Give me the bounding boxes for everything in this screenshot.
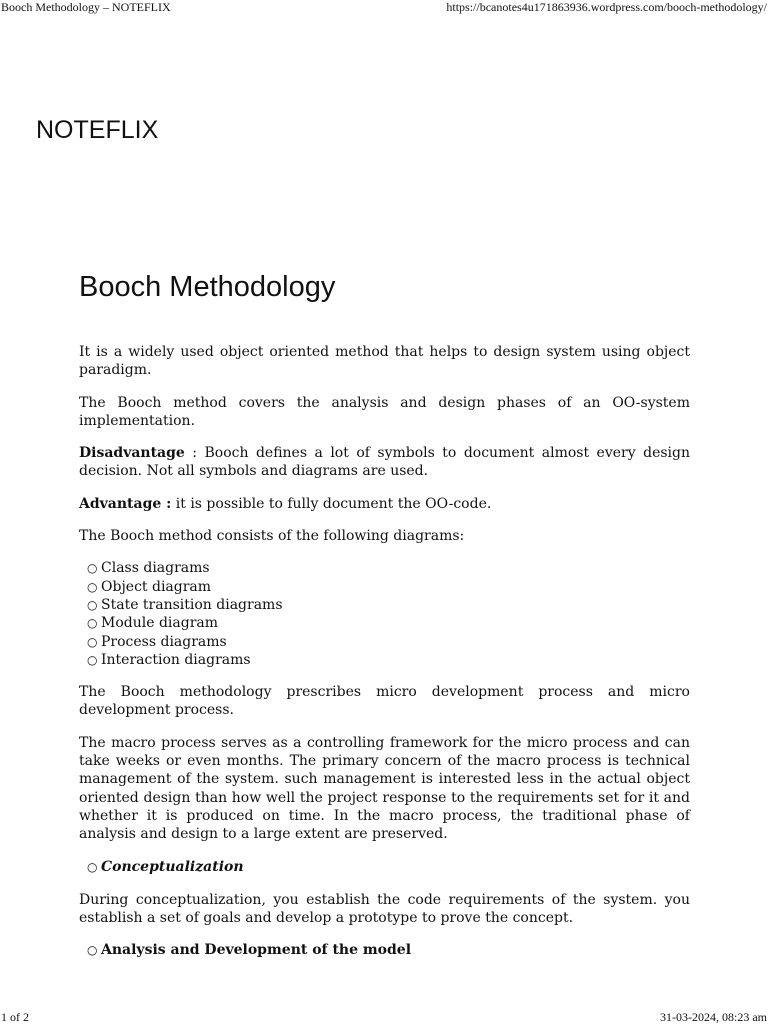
print-url: https://bcanotes4u171863936.wordpress.com/booch-methodology/: [446, 0, 767, 14]
phase-list-analysis: [79, 941, 690, 959]
disadvantage-text: : Booch defines a lot of symbols to document almost every design decision. Not all symbols and diagrams are used.: [79, 445, 690, 480]
bullet-icon: ○: [87, 634, 98, 649]
paragraph-process: The Booch methodology prescribes micro development process and micro development process.: [79, 684, 690, 719]
list-item: [87, 651, 690, 669]
print-footer: [0, 1010, 768, 1024]
print-page-title: Booch Methodology – NOTEFLIX: [1, 0, 171, 14]
paragraph-disadvantage: [79, 444, 690, 481]
bullet-icon: ○: [87, 652, 98, 667]
phase-list-conceptualization: [79, 858, 690, 876]
list-item: [87, 559, 690, 577]
list-item-text: State transition diagrams: [101, 596, 283, 613]
advantage-label: Advantage :: [79, 495, 172, 512]
bullet-icon: ○: [87, 597, 98, 612]
paragraph-macro: The macro process serves as a controlling framework for the micro process and can take weeks or even months. The primary concern of the macro process is technical management of the system. such management is interested less in the actual object oriented design than how well the project response to the requirements set for it and whether it is produced on time. In the macro process, the traditional phase of analysis and design to a large extent are preserved.: [79, 734, 690, 843]
phase-title-conceptualization: Conceptualization: [101, 858, 244, 875]
advantage-text: it is possible to fully document the OO-code.: [171, 495, 492, 512]
bullet-icon: ○: [87, 616, 98, 631]
bullet-icon: ○: [87, 943, 98, 958]
paragraph-coverage: The Booch method covers the analysis and design phases of an OO-system implementation.: [79, 394, 690, 429]
list-item-text: Interaction diagrams: [101, 651, 251, 668]
bullet-icon: ○: [87, 859, 98, 874]
post-content: [79, 343, 690, 975]
phase-title-analysis: Analysis and Development of the model: [101, 942, 412, 959]
list-item: [87, 596, 690, 614]
paragraph-advantage: [79, 495, 690, 513]
paragraph-conceptualization: During conceptualization, you establish the code requirements of the system. you establish a set of goals and develop a prototype to prove the concept.: [79, 891, 690, 927]
post-title: Booch Methodology: [79, 271, 336, 303]
list-item: [87, 941, 690, 959]
list-item: [87, 614, 690, 632]
list-item-text: Class diagrams: [101, 560, 210, 577]
diagrams-list: [79, 559, 690, 669]
page-number: 1 of 2: [1, 1010, 29, 1024]
list-item: [87, 858, 690, 876]
paragraph-intro: It is a widely used object oriented method that helps to design system using object paradigm.: [79, 344, 690, 379]
print-datetime: 31-03-2024, 08:23 am: [660, 1010, 767, 1024]
print-header: [0, 0, 768, 16]
disadvantage-label: Disadvantage: [79, 445, 185, 462]
list-item-text: Module diagram: [101, 615, 219, 632]
list-item: [87, 578, 690, 596]
site-title-link[interactable]: NOTEFLIX: [36, 116, 159, 144]
list-item-text: Process diagrams: [101, 633, 227, 650]
bullet-icon: ○: [87, 561, 98, 576]
list-item: [87, 633, 690, 651]
paragraph-diagrams-intro: The Booch method consists of the following diagrams:: [79, 528, 465, 545]
list-item-text: Object diagram: [101, 578, 212, 595]
bullet-icon: ○: [87, 579, 98, 594]
